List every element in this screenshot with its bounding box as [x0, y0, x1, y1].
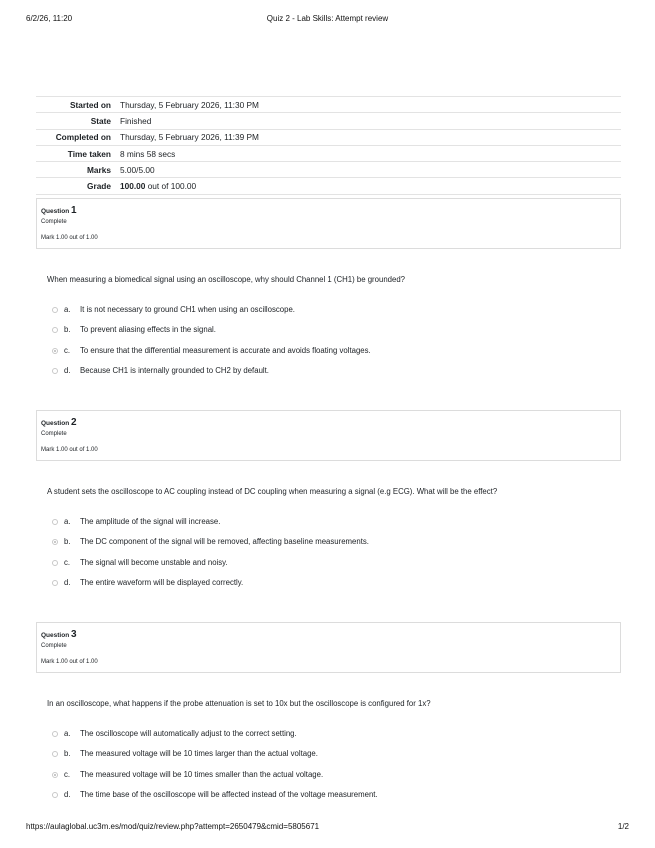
answer-option[interactable] [52, 729, 297, 738]
summary-label: Marks [87, 164, 111, 175]
answer-letter: d. [64, 578, 71, 587]
answer-option[interactable] [52, 517, 220, 526]
summary-label: Time taken [67, 148, 111, 159]
answer-text: The oscilloscope will automatically adjust to the correct setting. [80, 729, 297, 738]
answer-letter: a. [64, 517, 71, 526]
answer-text: The time base of the oscilloscope will be affected instead of the voltage measurement. [80, 790, 378, 799]
question-text: When measuring a biomedical signal using an oscilloscope, why should Channel 1 (CH1) be grounded? [47, 275, 405, 284]
radio-button-checked[interactable] [52, 772, 58, 778]
question-num: 3 [70, 629, 77, 640]
radio-button-checked[interactable] [52, 348, 58, 354]
answer-text: Because CH1 is internally grounded to CH2 by default. [80, 366, 269, 375]
print-footer [26, 822, 629, 834]
answer-letter: c. [64, 346, 71, 355]
answer-option[interactable] [52, 537, 369, 546]
attempt-summary-table [36, 96, 621, 195]
answer-option[interactable] [52, 366, 269, 375]
summary-label: Started on [69, 99, 111, 110]
grade-value: 100.00 [120, 181, 146, 192]
radio-button[interactable] [52, 368, 58, 374]
question-label: Question [41, 420, 70, 427]
radio-button[interactable] [52, 751, 58, 757]
question-label: Question [41, 632, 70, 639]
question-mark: Mark 1.00 out of 1.00 [41, 447, 98, 453]
answer-text: To prevent aliasing effects in the signal. [80, 325, 216, 334]
answer-option[interactable] [52, 305, 295, 314]
grade-suffix: out of 100.00 [145, 181, 197, 192]
radio-button[interactable] [52, 327, 58, 333]
summary-row-grade [36, 177, 621, 194]
answer-letter: c. [64, 770, 71, 779]
answer-letter: d. [64, 366, 71, 375]
answer-text: To ensure that the differential measurement is accurate and avoids floating voltages. [80, 346, 371, 355]
question-number [41, 205, 620, 217]
summary-row-state [36, 112, 621, 128]
answer-option[interactable] [52, 558, 228, 567]
answer-option[interactable] [52, 749, 318, 758]
print-page-number: 1/2 [617, 822, 629, 831]
question-state: Complete [41, 431, 67, 437]
answer-letter: a. [64, 305, 71, 314]
question-number [41, 629, 620, 641]
summary-row-time [36, 145, 621, 161]
print-title: Quiz 2 - Lab Skills: Attempt review [266, 14, 389, 23]
question-text: In an oscilloscope, what happens if the probe attenuation is set to 10x but the oscilloscope is configured for 1x? [47, 699, 431, 708]
answer-text: The signal will become unstable and noisy. [80, 558, 228, 567]
answer-letter: c. [64, 558, 71, 567]
radio-button-checked[interactable] [52, 539, 58, 545]
answer-letter: b. [64, 325, 71, 334]
answer-text: It is not necessary to ground CH1 when using an oscilloscope. [80, 305, 295, 314]
question-label: Question [41, 208, 70, 215]
answer-letter: a. [64, 729, 71, 738]
answer-letter: b. [64, 537, 71, 546]
answer-text: The DC component of the signal will be removed, affecting baseline measurements. [80, 537, 369, 546]
question-info-box [36, 198, 621, 249]
radio-button[interactable] [52, 519, 58, 525]
answer-letter: d. [64, 790, 71, 799]
answer-letter: b. [64, 749, 71, 758]
question-mark: Mark 1.00 out of 1.00 [41, 235, 98, 241]
question-text: A student sets the oscilloscope to AC coupling instead of DC coupling when measuring a signal (e.g ECG). What will be the effect? [47, 487, 498, 496]
print-header [26, 14, 629, 28]
summary-row-marks [36, 161, 621, 177]
summary-value: Thursday, 5 February 2026, 11:39 PM [120, 132, 259, 143]
summary-row-started [36, 96, 621, 112]
summary-label: State [90, 115, 111, 126]
answer-option[interactable] [52, 578, 243, 587]
summary-value [120, 181, 621, 191]
radio-button[interactable] [52, 580, 58, 586]
answer-option[interactable] [52, 325, 216, 334]
answer-text: The measured voltage will be 10 times smaller than the actual voltage. [80, 770, 324, 779]
answer-text: The measured voltage will be 10 times larger than the actual voltage. [80, 749, 318, 758]
question-state: Complete [41, 219, 67, 225]
question-info-box [36, 410, 621, 461]
print-date: 6/2/26, 11:20 [26, 14, 73, 23]
radio-button[interactable] [52, 731, 58, 737]
answer-option[interactable] [52, 346, 371, 355]
summary-value: 5.00/5.00 [120, 164, 155, 175]
question-num: 1 [70, 205, 77, 216]
radio-button[interactable] [52, 307, 58, 313]
answer-text: The entire waveform will be displayed correctly. [80, 578, 244, 587]
print-url: https://aulaglobal.uc3m.es/mod/quiz/review.php?attempt=2650479&cmid=5805671 [26, 822, 320, 831]
question-info-box [36, 622, 621, 673]
answer-option[interactable] [52, 790, 378, 799]
question-number [41, 417, 620, 429]
question-mark: Mark 1.00 out of 1.00 [41, 659, 98, 665]
radio-button[interactable] [52, 792, 58, 798]
summary-value: Finished [120, 115, 152, 126]
summary-value: 8 mins 58 secs [120, 148, 176, 159]
summary-label: Completed on [55, 132, 111, 143]
radio-button[interactable] [52, 560, 58, 566]
question-num: 2 [70, 417, 77, 428]
question-state: Complete [41, 643, 67, 649]
summary-row-completed [36, 129, 621, 145]
answer-text: The amplitude of the signal will increase. [80, 517, 221, 526]
summary-label: Grade [87, 181, 111, 192]
answer-option[interactable] [52, 770, 323, 779]
summary-value: Thursday, 5 February 2026, 11:30 PM [120, 99, 259, 110]
